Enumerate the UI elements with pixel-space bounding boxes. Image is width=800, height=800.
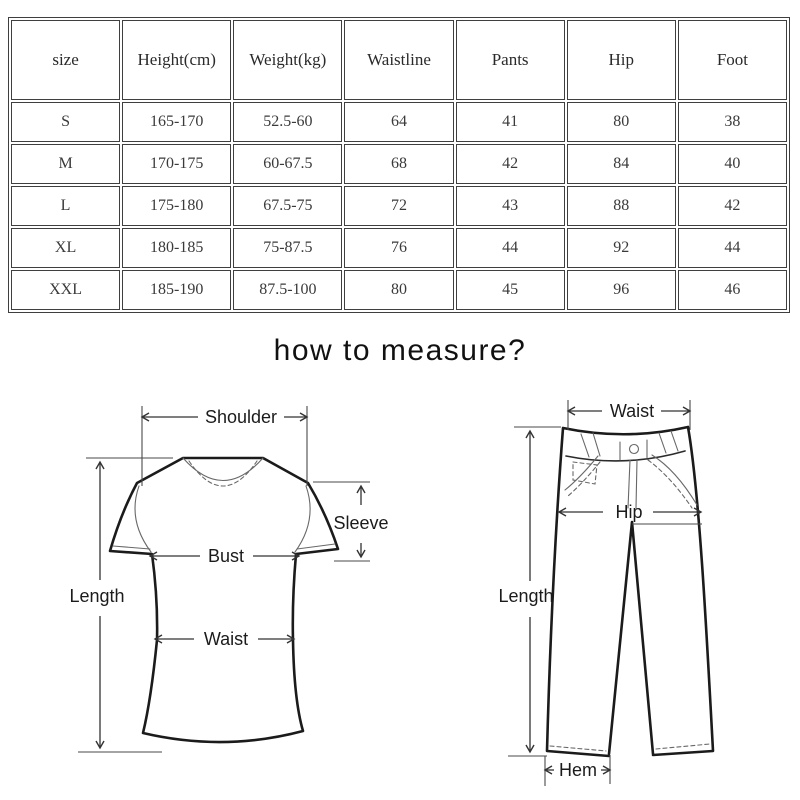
- pants-hem-label: Hem: [558, 760, 598, 780]
- pants-outline: [547, 427, 713, 756]
- table-cell: 44: [456, 228, 565, 268]
- table-cell: L: [11, 186, 120, 226]
- pants-waistband: [566, 451, 685, 461]
- pants-fly: [628, 460, 637, 508]
- table-row-m: [11, 144, 787, 184]
- pants-pocket-left: [565, 456, 598, 490]
- pants-length-dimension: [498, 427, 561, 756]
- pants-hem-dimension: [545, 755, 610, 786]
- tshirt-cuff-stitch-left: [113, 546, 150, 549]
- shirt-sleeve-label: Sleeve: [333, 513, 389, 533]
- table-cell: 72: [344, 186, 453, 226]
- table-cell: 60-67.5: [233, 144, 342, 184]
- table-cell: 170-175: [122, 144, 231, 184]
- table-cell: 42: [456, 144, 565, 184]
- column-header-size: size: [11, 20, 120, 100]
- tshirt-armhole-right: [295, 486, 310, 552]
- shirt-shoulder-label: Shoulder: [204, 407, 278, 427]
- table-cell: 41: [456, 102, 565, 142]
- tshirt-neckline-stitch: [189, 461, 257, 486]
- table-cell: 175-180: [122, 186, 231, 226]
- table-cell: S: [11, 102, 120, 142]
- table-cell: 88: [567, 186, 676, 226]
- shirt-bust-dimension: [150, 546, 299, 566]
- shirt-sleeve-dimension: [313, 482, 389, 561]
- tshirt-outline: [110, 458, 338, 742]
- pants-hem-stitch-right: [656, 744, 710, 749]
- pants-beltloop-right: [659, 431, 678, 453]
- column-header-weight: Weight(kg): [233, 20, 342, 100]
- table-cell: 40: [678, 144, 787, 184]
- table-cell: 64: [344, 102, 453, 142]
- table-cell: 76: [344, 228, 453, 268]
- table-cell: 165-170: [122, 102, 231, 142]
- pants-drawing: [547, 427, 713, 756]
- pants-beltloop-left: [581, 433, 600, 457]
- pants-pocket-right: [652, 455, 697, 505]
- pants-length-label: Length: [498, 586, 554, 606]
- column-header-waistline: Waistline: [344, 20, 453, 100]
- table-cell: 42: [678, 186, 787, 226]
- table-cell: 52.5-60: [233, 102, 342, 142]
- table-row-l: [11, 186, 787, 226]
- measurement-diagram: [0, 385, 800, 800]
- table-cell: 185-190: [122, 270, 231, 310]
- page-title: how to measure?: [273, 334, 527, 367]
- table-cell: 87.5-100: [233, 270, 342, 310]
- column-header-height: Height(cm): [122, 20, 231, 100]
- table-cell: 80: [567, 102, 676, 142]
- table-cell: 96: [567, 270, 676, 310]
- shirt-bust-label: Bust: [207, 546, 245, 566]
- table-cell: 45: [456, 270, 565, 310]
- table-cell: M: [11, 144, 120, 184]
- pants-hip-label: Hip: [615, 502, 643, 522]
- shirt-waist-label: Waist: [203, 629, 249, 649]
- table-cell: 43: [456, 186, 565, 226]
- size-chart-table: [8, 17, 790, 313]
- table-cell: 84: [567, 144, 676, 184]
- table-cell: 67.5-75: [233, 186, 342, 226]
- table-cell: 80: [344, 270, 453, 310]
- column-header-pants: Pants: [456, 20, 565, 100]
- header-row: [11, 20, 787, 100]
- pants-waist-label: Waist: [609, 401, 655, 421]
- table-cell: 75-87.5: [233, 228, 342, 268]
- column-header-foot: Foot: [678, 20, 787, 100]
- table-cell: XL: [11, 228, 120, 268]
- pants-placket: [620, 440, 647, 460]
- pants-coin-pocket: [573, 462, 597, 484]
- table-row-xxl: [11, 270, 787, 310]
- pants-waist-dimension: [568, 400, 690, 430]
- tshirt-cuff-stitch-right: [297, 544, 335, 549]
- table-cell: 38: [678, 102, 787, 142]
- pants-pocket-right-stitch: [648, 460, 692, 508]
- pants-hem-stitch-left: [550, 746, 606, 751]
- pants-button: [630, 445, 639, 454]
- table-row-xl: [11, 228, 787, 268]
- shirt-length-label: Length: [69, 586, 125, 606]
- pants-hip-dimension: [559, 502, 702, 524]
- table-cell: 46: [678, 270, 787, 310]
- tshirt-armhole-left: [135, 486, 151, 552]
- table-cell: XXL: [11, 270, 120, 310]
- shirt-shoulder-dimension: [142, 406, 307, 486]
- table-cell: 44: [678, 228, 787, 268]
- table-cell: 92: [567, 228, 676, 268]
- table-cell: 180-185: [122, 228, 231, 268]
- tshirt-drawing: [110, 458, 338, 742]
- table-row-s: [11, 102, 787, 142]
- table-cell: 68: [344, 144, 453, 184]
- shirt-waist-dimension: [155, 629, 294, 649]
- column-header-hip: Hip: [567, 20, 676, 100]
